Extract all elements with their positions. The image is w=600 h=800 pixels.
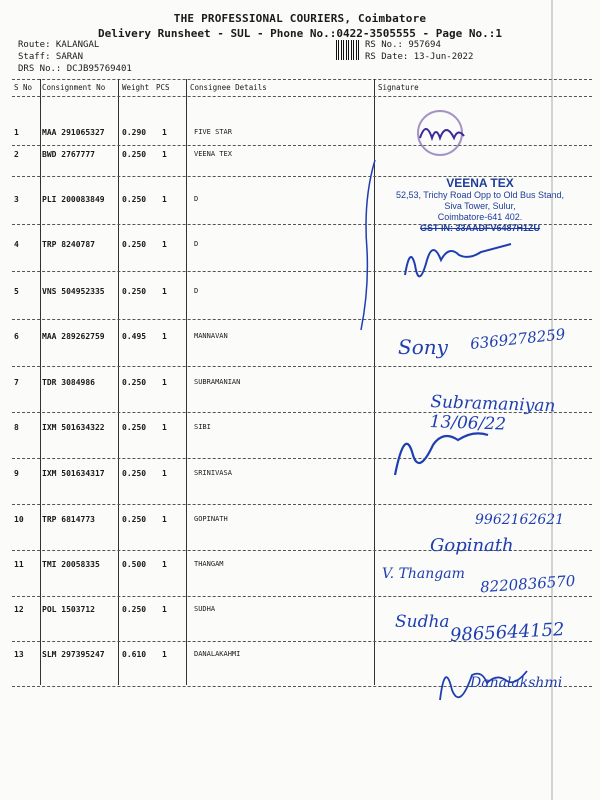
- stamp-address-line: 52,53, Trichy Road Opp to Old Bus Stand,: [395, 190, 565, 200]
- row-weight: 0.250: [122, 287, 147, 296]
- row-sno: 11: [14, 560, 24, 569]
- row-consignment: IXM 501634317: [42, 469, 105, 478]
- stamp-address-line: Coimbatore-641 402.: [437, 212, 523, 222]
- row-consignment: TRP 8240787: [42, 240, 95, 249]
- row-consignee: THANGAM: [194, 560, 224, 568]
- row-pcs: 1: [162, 128, 167, 137]
- document-title: THE PROFESSIONAL COURIERS, Coimbatore: [173, 12, 427, 25]
- row-consignment: POL 1503712: [42, 605, 95, 614]
- signature-row12: Sudha: [395, 612, 450, 632]
- stamp-gst: GST IN: 33AADFV6487H1ZU: [419, 223, 541, 233]
- row-consignment: MAA 289262759: [42, 332, 105, 341]
- row-weight: 0.250: [122, 423, 147, 432]
- row-weight: 0.250: [122, 378, 147, 387]
- row-sno: 7: [14, 378, 19, 387]
- rs-date: RS Date: 13-Jun-2022: [365, 52, 474, 62]
- row-sno: 4: [14, 240, 19, 249]
- signature-row1: [420, 129, 464, 138]
- signature-row6: Sony: [398, 335, 448, 359]
- col-weight: Weight: [122, 83, 150, 92]
- row-sno: 2: [14, 150, 19, 159]
- row-sno: 5: [14, 287, 19, 296]
- row-weight: 0.250: [122, 515, 147, 524]
- row-pcs: 1: [162, 560, 167, 569]
- phone-row10: 9962162621: [475, 512, 565, 528]
- row-weight: 0.610: [122, 650, 147, 659]
- signature-row8: [395, 433, 488, 475]
- row-consignee: D: [194, 240, 199, 248]
- row-consignment: TDR 3084986: [42, 378, 95, 387]
- row-pcs: 1: [162, 240, 167, 249]
- row-consignee: SUDHA: [194, 605, 216, 613]
- row-consignment: MAA 291065327: [42, 128, 105, 137]
- row-consignee: SIBI: [194, 423, 211, 431]
- staff-label: Staff: SARAN: [18, 52, 84, 62]
- row-pcs: 1: [162, 469, 167, 478]
- row-sno: 8: [14, 423, 19, 432]
- row-consignee: DANALAKAHMI: [194, 650, 241, 658]
- row-consignee: SRINIVASA: [194, 469, 232, 477]
- phone-row11: 8220836570: [479, 571, 576, 597]
- stamp-name: VEENA TEX: [446, 176, 514, 190]
- row-weight: 0.495: [122, 332, 147, 341]
- row-consignment: TRP 6814773: [42, 515, 95, 524]
- row-weight: 0.250: [122, 240, 147, 249]
- col-sno: S No: [14, 83, 33, 92]
- row-consignee: MANNAVAN: [194, 332, 228, 340]
- route-label: Route: KALANGAL: [18, 40, 100, 50]
- row-consignment: BWD 2767777: [42, 150, 95, 159]
- row-pcs: 1: [162, 423, 167, 432]
- row-consignment: TMI 20058335: [42, 560, 100, 569]
- row-weight: 0.250: [122, 605, 147, 614]
- col-signature: Signature: [378, 83, 419, 92]
- document-subtitle: Delivery Runsheet - SUL - Phone No.:0422-3505555 - Page No.:1: [98, 27, 502, 40]
- pen-stroke: [361, 160, 375, 330]
- row-sno: 1: [14, 128, 19, 137]
- row-consignment: PLI 200083849: [42, 195, 105, 204]
- row-sno: 12: [14, 605, 24, 614]
- row-pcs: 1: [162, 195, 167, 204]
- col-consignment: Consignment No: [42, 83, 106, 92]
- row-pcs: 1: [162, 605, 167, 614]
- drs-number: DRS No.: DCJB95769401: [18, 64, 132, 74]
- row-consignee: GOPINATH: [194, 515, 228, 523]
- row-weight: 0.250: [122, 195, 147, 204]
- stamp-address-line: Siva Tower, Sulur,: [444, 201, 516, 211]
- col-pcs: PCS: [156, 83, 170, 92]
- row-consignee: D: [194, 195, 199, 203]
- row-consignee: FIVE STAR: [194, 128, 232, 136]
- signature-row10: Gopinath: [430, 535, 514, 556]
- signature-row11: V. Thangam: [382, 566, 465, 582]
- row-pcs: 1: [162, 332, 167, 341]
- row-consignment: VNS 504952335: [42, 287, 105, 296]
- row-weight: 0.500: [122, 560, 147, 569]
- row-sno: 9: [14, 469, 19, 478]
- row-pcs: 1: [162, 378, 167, 387]
- phone-row12: 9865644152: [449, 619, 566, 646]
- signature-row7: Subramaniyan 13/06/22: [429, 392, 556, 435]
- row-sno: 13: [14, 650, 24, 659]
- signature-row13-text: Danalakshmi: [470, 675, 563, 691]
- rs-number: RS No.: 957694: [365, 40, 441, 50]
- row-weight: 0.250: [122, 150, 147, 159]
- row-sno: 10: [14, 515, 24, 524]
- round-stamp: [418, 111, 462, 155]
- row-pcs: 1: [162, 650, 167, 659]
- row-sno: 3: [14, 195, 19, 204]
- row-sno: 6: [14, 332, 19, 341]
- phone-row6: 6369278259: [469, 325, 567, 353]
- row-pcs: 1: [162, 287, 167, 296]
- row-consignee: VEENA TEX: [194, 150, 232, 158]
- row-consignee: SUBRAMANIAN: [194, 378, 241, 386]
- signature-row4: [405, 244, 511, 276]
- col-consignee: Consignee Details: [190, 83, 267, 92]
- row-weight: 0.290: [122, 128, 147, 137]
- row-weight: 0.250: [122, 469, 147, 478]
- row-consignment: SLM 297395247: [42, 650, 105, 659]
- row-pcs: 1: [162, 150, 167, 159]
- row-consignment: IXM 501634322: [42, 423, 105, 432]
- row-pcs: 1: [162, 515, 167, 524]
- row-consignee: D: [194, 287, 199, 295]
